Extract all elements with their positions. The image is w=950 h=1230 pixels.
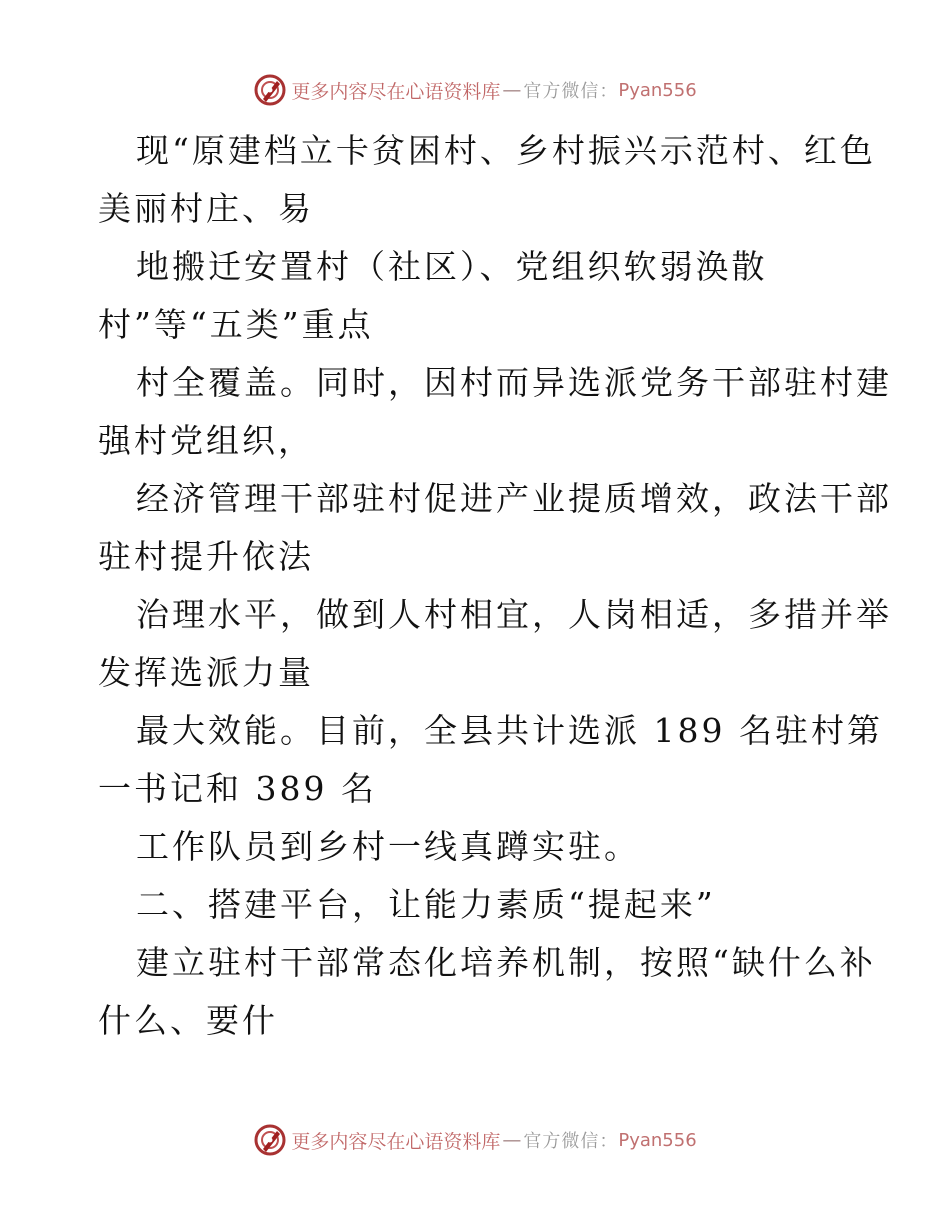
- watermark-official-label: 官方微信：: [523, 81, 619, 102]
- text-line: 治理水平，做到人村相宜，人岗相适，多措并举: [136, 595, 892, 634]
- brand-logo-icon: [253, 73, 287, 107]
- text-line: 二、搭建平台，让能力素质“提起来”: [136, 885, 716, 924]
- document-body: [98, 122, 892, 1050]
- text-line: 地搬迁安置村（社区）、党组织软弱涣散: [136, 247, 768, 286]
- text-line: 村”等“五类”重点: [98, 305, 374, 344]
- text-line: 最大效能。目前，全县共计选派 189 名驻村第: [136, 711, 883, 750]
- watermark-brand-text: 更多内容尽在心语资料库: [291, 1130, 501, 1153]
- watermark-wechat-id: Pyan556: [618, 79, 697, 101]
- text-line: 什么、要什: [98, 1001, 278, 1040]
- footer-watermark: [0, 1120, 950, 1160]
- watermark-brand-text: 更多内容尽在心语资料库: [291, 80, 501, 103]
- text-line: 村全覆盖。同时，因村而异选派党务干部驻村建: [136, 363, 892, 402]
- text-line: 强村党组织，: [98, 421, 314, 460]
- text-line: 现“原建档立卡贫困村、乡村振兴示范村、红色: [136, 131, 876, 170]
- watermark-wechat-id: Pyan556: [618, 1129, 697, 1151]
- text-line: 工作队员到乡村一线真蹲实驻。: [136, 827, 640, 866]
- text-line: 经济管理干部驻村促进产业提质增效，政法干部: [136, 479, 892, 518]
- brand-logo-icon: [253, 1123, 287, 1157]
- watermark-separator: —: [502, 1129, 522, 1151]
- text-line: 一书记和 389 名: [98, 769, 377, 808]
- watermark-official-label: 官方微信：: [523, 1131, 619, 1152]
- watermark-separator: —: [502, 79, 522, 101]
- text-line: 建立驻村干部常态化培养机制，按照“缺什么补: [136, 943, 876, 982]
- text-line: 美丽村庄、易: [98, 189, 314, 228]
- header-watermark: [0, 70, 950, 110]
- text-line: 驻村提升依法: [98, 537, 314, 576]
- text-line: 发挥选派力量: [98, 653, 314, 692]
